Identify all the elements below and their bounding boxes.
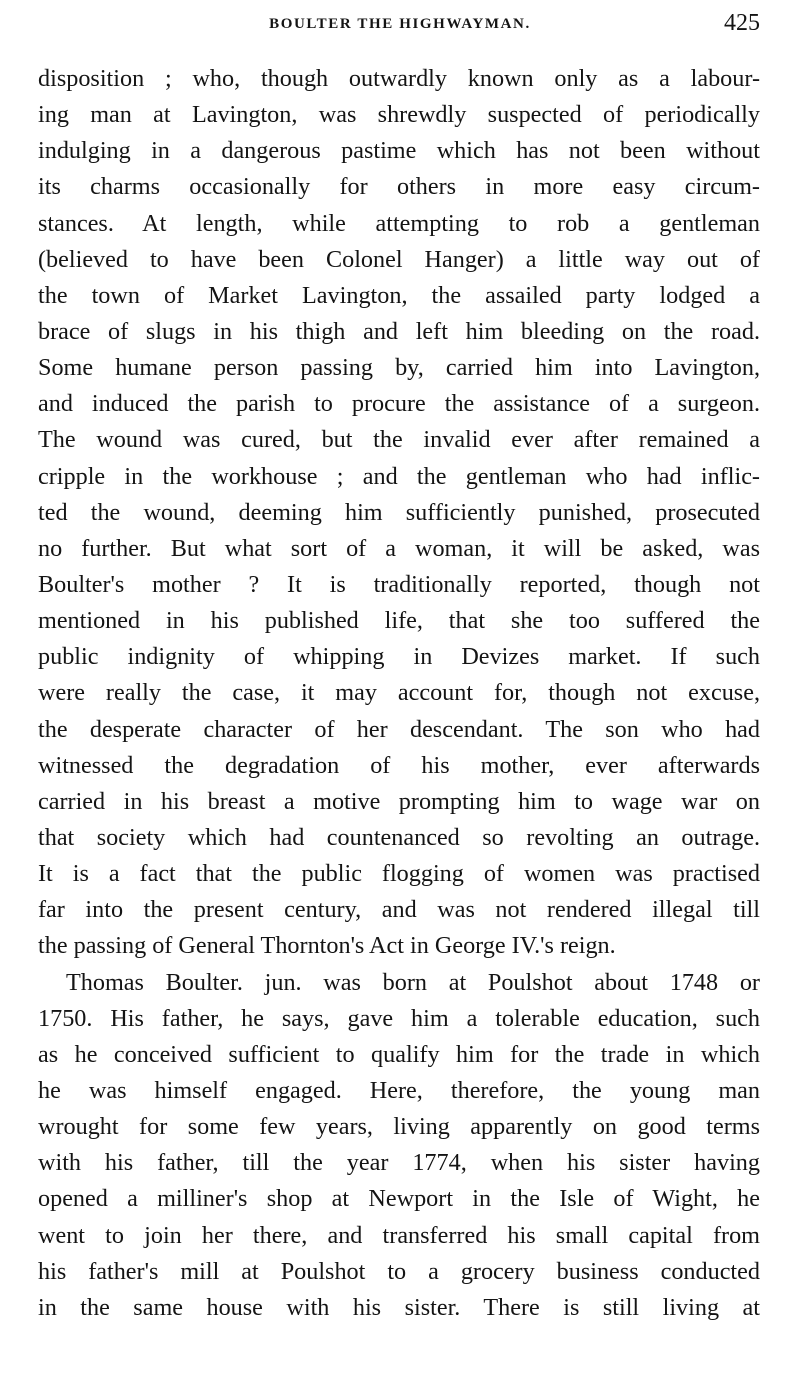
text-line: no further. But what sort of a woman, it will be asked, was bbox=[38, 534, 760, 562]
text-line: witnessed the degradation of his mother, ever afterwards bbox=[38, 751, 760, 779]
text-line: the passing of General Thornton's Act in George IV.'s reign. bbox=[38, 932, 616, 960]
text-line: brace of slugs in his thigh and left him bleeding on the road. bbox=[38, 317, 760, 345]
text-line: opened a milliner's shop at Newport in the Isle of Wight, he bbox=[38, 1185, 760, 1213]
text-line: carried in his breast a motive prompting him to wage war on bbox=[38, 787, 760, 815]
text-line: Some humane person passing by, carried him into Lavington, bbox=[38, 354, 760, 382]
text-line: Boulter's mother ? It is traditionally reported, though not bbox=[38, 570, 760, 598]
text-line: 1750. His father, he says, gave him a tolerable education, such bbox=[38, 1004, 760, 1032]
paragraph bbox=[38, 965, 760, 1326]
paragraph bbox=[38, 61, 760, 965]
text-line: (believed to have been Colonel Hanger) a little way out of bbox=[38, 245, 760, 273]
text-line: Thomas Boulter. jun. was born at Poulshot about 1748 or bbox=[66, 968, 760, 996]
text-line: his father's mill at Poulshot to a grocery business conducted bbox=[38, 1257, 760, 1285]
body-text bbox=[38, 61, 760, 1326]
text-line: stances. At length, while attempting to rob a gentleman bbox=[38, 209, 760, 237]
text-line: that society which had countenanced so revolting an outrage. bbox=[38, 823, 760, 851]
text-line: the town of Market Lavington, the assailed party lodged a bbox=[38, 281, 760, 309]
text-line: he was himself engaged. Here, therefore, the young man bbox=[38, 1076, 760, 1104]
text-line: with his father, till the year 1774, when his sister having bbox=[38, 1149, 760, 1177]
text-line: disposition ; who, though outwardly known only as a labour- bbox=[38, 65, 760, 92]
text-line: ing man at Lavington, was shrewdly suspected of periodically bbox=[38, 101, 760, 129]
text-line: cripple in the workhouse ; and the gentleman who had inflic- bbox=[38, 462, 760, 490]
text-line: the desperate character of her descendant. The son who had bbox=[38, 715, 760, 743]
text-line: The wound was cured, but the invalid ever after remained a bbox=[38, 426, 760, 454]
text-line: and induced the parish to procure the assistance of a surgeon. bbox=[38, 390, 760, 418]
page-header bbox=[38, 10, 762, 42]
text-line: were really the case, it may account for, though not excuse, bbox=[38, 679, 760, 707]
running-title: BOULTER THE HIGHWAYMAN. bbox=[269, 16, 531, 32]
text-line: its charms occasionally for others in more easy circum- bbox=[38, 173, 760, 201]
text-line: wrought for some few years, living apparently on good terms bbox=[38, 1113, 760, 1141]
text-line: ted the wound, deeming him sufficiently punished, prosecuted bbox=[38, 498, 760, 526]
text-line: mentioned in his published life, that she too suffered the bbox=[38, 607, 760, 635]
text-line: indulging in a dangerous pastime which has not been without bbox=[38, 137, 760, 165]
text-line: public indignity of whipping in Devizes market. If such bbox=[38, 643, 760, 671]
page-number: 425 bbox=[724, 10, 760, 36]
text-line: in the same house with his sister. There is still living at bbox=[38, 1293, 760, 1321]
text-line: went to join her there, and transferred his small capital from bbox=[38, 1221, 760, 1249]
text-line: far into the present century, and was not rendered illegal till bbox=[38, 896, 760, 924]
text-line: as he conceived sufficient to qualify him for the trade in which bbox=[38, 1040, 760, 1068]
text-line: It is a fact that the public flogging of women was practised bbox=[38, 860, 760, 888]
